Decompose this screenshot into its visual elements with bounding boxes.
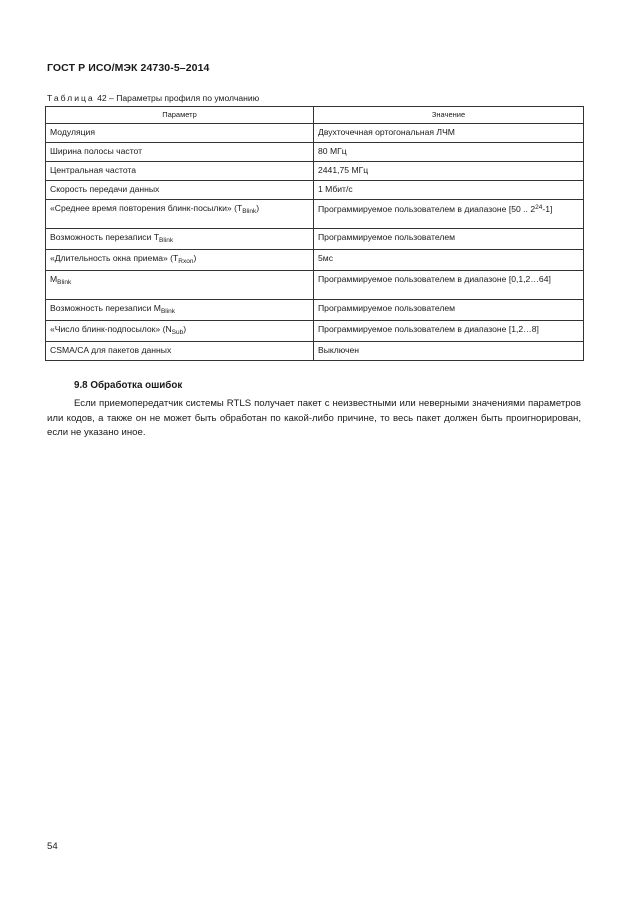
param-cell: CSMA/CA для пакетов данных: [46, 342, 314, 361]
table-row: [46, 181, 584, 200]
value-cell: Программируемое пользователем в диапазоне [1,2…8]: [314, 321, 584, 342]
table-row: [46, 162, 584, 181]
value-text: Программируемое пользователем в диапазоне [50 .. 2: [318, 204, 536, 214]
param-subscript: Blink: [160, 308, 176, 315]
value-text-after: -1]: [542, 204, 553, 214]
param-cell: Центральная частота: [46, 162, 314, 181]
table-row: [46, 124, 584, 143]
column-header-parameter: Параметр: [46, 107, 314, 124]
column-header-value: Значение: [314, 107, 584, 124]
param-cell: Ширина полосы частот: [46, 143, 314, 162]
param-cell: [46, 321, 314, 342]
param-cell: Модуляция: [46, 124, 314, 143]
table-row: [46, 200, 584, 229]
value-cell: Программируемое пользователем: [314, 229, 584, 250]
value-cell: 5мс: [314, 250, 584, 271]
param-text-after: ): [193, 253, 197, 263]
param-cell: Скорость передачи данных: [46, 181, 314, 200]
section-paragraph: Если приемопередатчик системы RTLS получает пакет с неизвестными или неверными значениями параметров или кодов, а также он не может быть обработан по какой-либо причине, то весь пакет должен быть проигнорирован, если не указано иное.: [47, 398, 581, 438]
value-cell: 2441,75 МГц: [314, 162, 584, 181]
table-row: [46, 300, 584, 321]
param-text-after: ): [183, 324, 187, 334]
page-number: 54: [47, 841, 58, 852]
table-caption-label: Таблица: [47, 93, 95, 103]
table-row: [46, 250, 584, 271]
param-text: Возможность перезаписи T: [50, 232, 160, 242]
param-text: M: [50, 274, 58, 284]
table-caption: [47, 93, 259, 103]
value-cell: Программируемое пользователем в диапазоне [0,1,2…64]: [314, 271, 584, 300]
param-cell: [46, 250, 314, 271]
value-cell: 80 МГц: [314, 143, 584, 162]
section-title: 9.8 Обработка ошибок: [74, 380, 183, 391]
param-cell: [46, 229, 314, 250]
param-text: «Среднее время повторения блинк-посылки» (T: [50, 203, 243, 213]
param-subscript: Blink: [57, 279, 72, 286]
table-row: [46, 342, 584, 361]
parameters-table: [45, 106, 584, 361]
param-subscript: Sub: [171, 329, 184, 336]
table-row: [46, 321, 584, 342]
table-row: [46, 143, 584, 162]
value-cell: [314, 200, 584, 229]
value-cell: Программируемое пользователем: [314, 300, 584, 321]
param-subscript: Blink: [242, 208, 257, 215]
value-cell: Выключен: [314, 342, 584, 361]
value-superscript: 24: [535, 204, 543, 211]
value-cell: Двухточечная ортогональная ЛЧМ: [314, 124, 584, 143]
param-text: «Длительность окна приема» (T: [50, 253, 179, 263]
document-header: ГОСТ Р ИСО/МЭК 24730-5–2014: [47, 62, 210, 74]
param-cell: [46, 300, 314, 321]
table-row: [46, 271, 584, 300]
param-text: «Число блинк-подпосылок» (N: [50, 324, 172, 334]
param-cell: [46, 271, 314, 300]
table-caption-text: 42 – Параметры профиля по умолчанию: [94, 93, 260, 103]
param-subscript: Blink: [159, 237, 174, 244]
value-cell: 1 Мбит/с: [314, 181, 584, 200]
param-text: Возможность перезаписи M: [50, 303, 161, 313]
table-row: [46, 229, 584, 250]
param-subscript: Rxon: [178, 258, 194, 265]
param-cell: [46, 200, 314, 229]
param-text-after: ): [256, 203, 260, 213]
